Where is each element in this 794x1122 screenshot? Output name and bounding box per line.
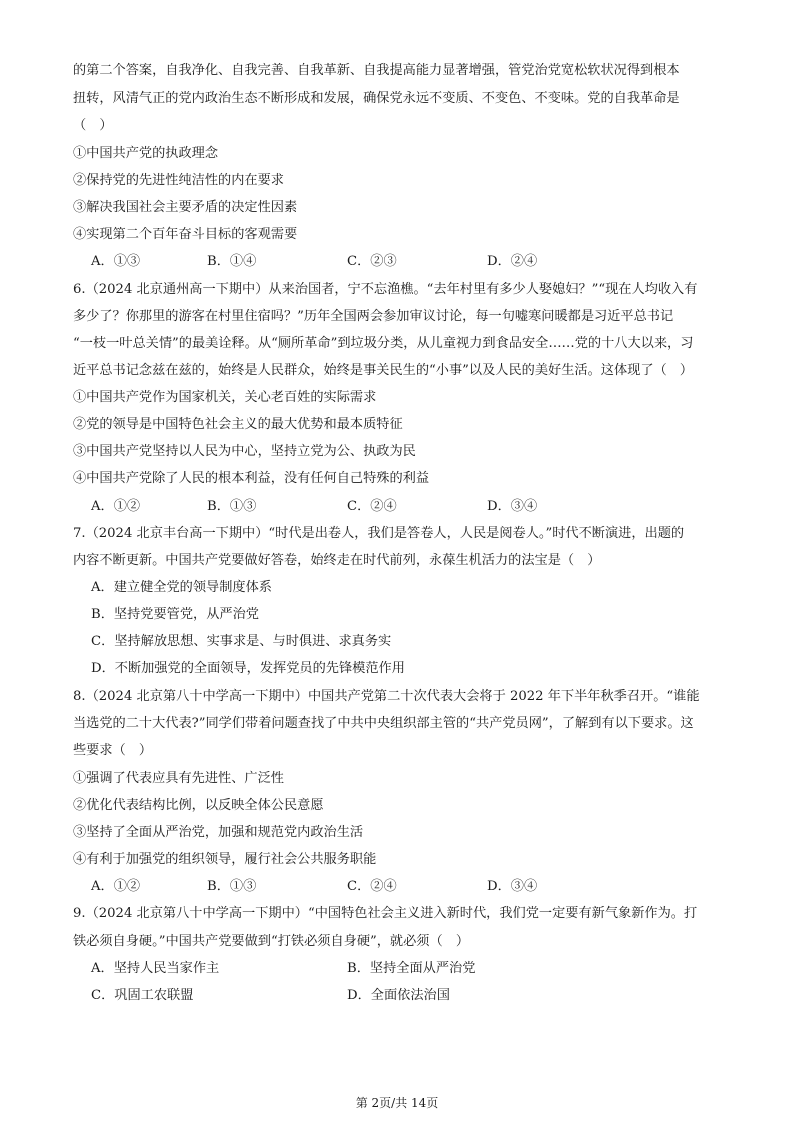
q8-text-line: 8.（2024 北京第八十中学高一下期中）中国共产党第二十次代表大会将于 2022 年下半年秋季召开。“谁能 — [73, 689, 700, 704]
q5-statement: ②保持党的先进性纯洁性的内在要求 — [73, 173, 284, 188]
q6-text-line: “一枝一叶总关情”的最美诠释。从“厕所革命”到垃圾分类，从儿童视力到食品安全……党的十八大以来，习 — [73, 336, 694, 351]
q7-option-a: A．建立健全党的领导制度体系 — [91, 580, 272, 595]
q6-statement: ①中国共产党作为国家机关，关心老百姓的实际需求 — [73, 390, 377, 405]
q6-option-c: C．②④ — [347, 499, 397, 514]
q6-text-line: 多少了？你那里的游客在村里住宿吗？”历年全国两会参加审议讨论，每一句嘘寒问暖都是习近平总书记 — [73, 309, 674, 324]
q5-statement: ③解决我国社会主要矛盾的决定性因素 — [73, 200, 298, 215]
q6-text-line: 近平总书记念兹在兹的，始终是人民群众，始终是事关民生的“小事”以及人民的美好生活。这体现了（ ） — [73, 363, 694, 378]
q8-option-a: A．①② — [91, 879, 141, 894]
q9-text-line: 9.（2024 北京第八十中学高一下期中）“中国特色社会主义进入新时代，我们党一定要有新气象新作为。打 — [73, 906, 698, 921]
q5-option-d: D．②④ — [487, 254, 538, 269]
q6-option-b: B．①③ — [207, 499, 257, 514]
q5-text-line: （ ） — [73, 118, 113, 133]
q8-statement: ①强调了代表应具有先进性、广泛性 — [73, 771, 284, 786]
q6-text-line: 6.（2024 北京通州高一下期中）从来治国者，宁不忘渔樵。“去年村里有多少人娶媳妇？”“现在人均收入有 — [73, 282, 698, 297]
q5-option-b: B．①④ — [207, 254, 257, 269]
q8-statement: ③坚持了全面从严治党，加强和规范党内政治生活 — [73, 825, 364, 840]
q8-statement: ②优化代表结构比例，以反映全体公民意愿 — [73, 798, 324, 813]
page-number-footer: 第 2页/共 14页 — [355, 1096, 439, 1110]
q8-option-c: C．②④ — [347, 879, 397, 894]
q6-option-d: D．③④ — [487, 499, 538, 514]
q7-option-b: B．坚持党要管党，从严治党 — [91, 607, 259, 622]
q8-option-d: D．③④ — [487, 879, 538, 894]
q8-text-line: 些要求（ ） — [73, 743, 153, 758]
q8-statement: ④有利于加强党的组织领导，履行社会公共服务职能 — [73, 852, 377, 867]
q5-statement: ①中国共产党的执政理念 — [73, 146, 219, 161]
q6-statement: ④中国共产党除了人民的根本利益，没有任何自己特殊的利益 — [73, 471, 430, 486]
q7-text-line: 7.（2024 北京丰台高一下期中）“时代是出卷人，我们是答卷人，人民是阅卷人。”时代不断演进，出题的 — [73, 526, 685, 541]
q6-statement: ③中国共产党坚持以人民为中心，坚持立党为公、执政为民 — [73, 444, 416, 459]
q9-option-c: C．巩固工农联盟 — [91, 988, 194, 1003]
q7-text-line: 内容不断更新。中国共产党要做好答卷，始终走在时代前列，永葆生机活力的法宝是（ ） — [73, 553, 601, 568]
q8-option-b: B．①③ — [207, 879, 257, 894]
q9-text-line: 铁必须自身硬。”中国共产党要做到“打铁必须自身硬”，就必须（ ） — [73, 934, 470, 949]
q7-option-d: D．不断加强党的全面领导，发挥党员的先锋模范作用 — [91, 661, 405, 676]
q9-option-d: D．全面依法治国 — [347, 988, 450, 1003]
q5-option-c: C．②③ — [347, 254, 397, 269]
q8-text-line: 当选党的二十大代表?”同学们带着问题查找了中共中央组织部主管的“共产党员网”，了解到有以下要求。这 — [73, 716, 694, 731]
q9-option-b: B．坚持全面从严治党 — [347, 961, 476, 976]
q7-option-c: C．坚持解放思想、实事求是、与时俱进、求真务实 — [91, 634, 392, 649]
q5-statement: ④实现第二个百年奋斗目标的客观需要 — [73, 227, 298, 242]
q9-option-a: A．坚持人民当家作主 — [91, 961, 220, 976]
q5-text-line: 的第二个答案，自我净化、自我完善、自我革新、自我提高能力显著增强，管党治党宽松软状况得到根本 — [73, 63, 680, 78]
q5-text-line: 扭转，风清气正的党内政治生态不断形成和发展，确保党永远不变质、不变色、不变味。党的自我革命是 — [73, 91, 680, 106]
q6-option-a: A．①② — [91, 499, 141, 514]
q6-statement: ②党的领导是中国特色社会主义的最大优势和最本质特征 — [73, 417, 403, 432]
q5-option-a: A．①③ — [91, 254, 141, 269]
